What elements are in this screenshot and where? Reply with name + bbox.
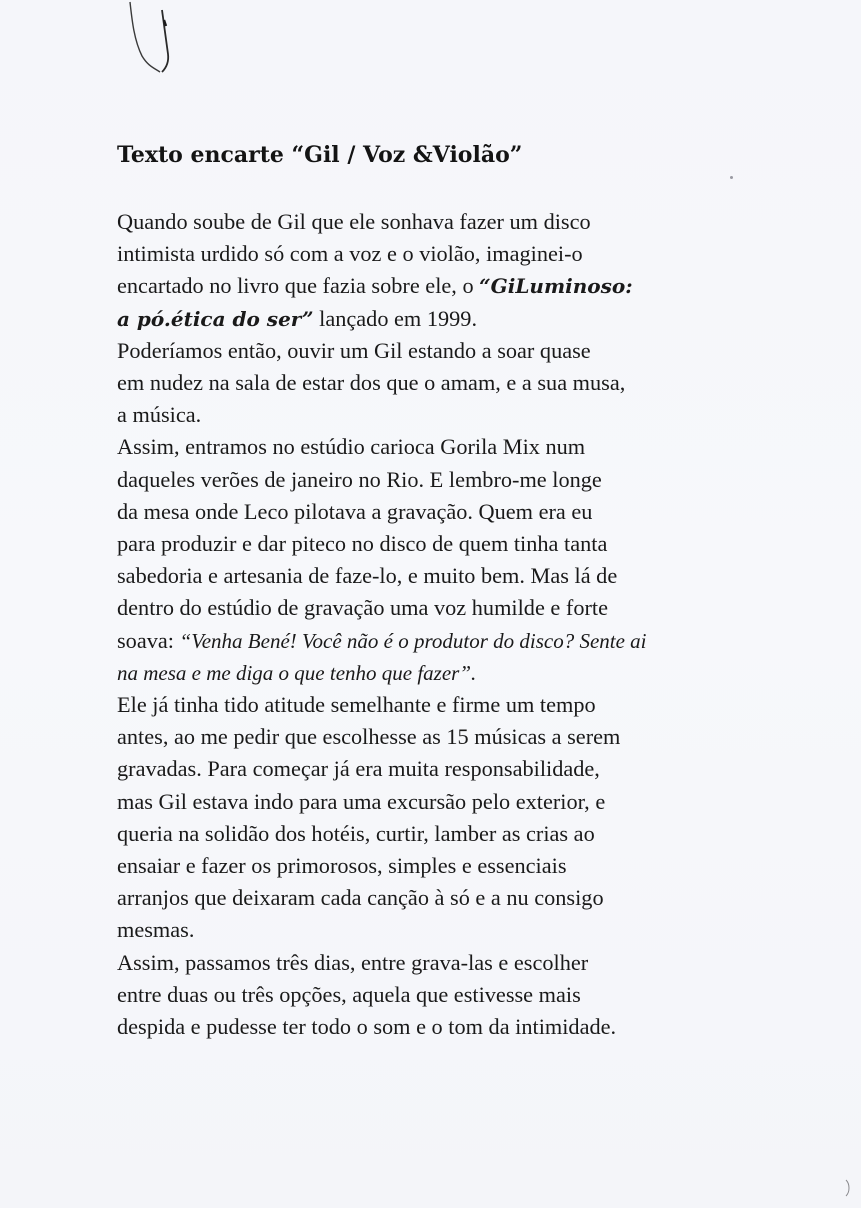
text-line: mas Gil estava indo para uma excursão pelo exterior, e [117,788,606,814]
text-line: da mesa onde Leco pilotava a gravação. Quem era eu [117,498,593,524]
text-line: gravadas. Para começar já era muita responsabilidade, [117,756,600,782]
quote-part-1: “Venha Bené! Você não é o produtor do disco? Sente ai [179,628,647,653]
corner-mark [843,1178,853,1198]
text-line [117,303,767,335]
text-line: Quando soube de Gil que ele sonhava fazer um disco [117,209,591,234]
text-line: sabedoria e artesania de faze-lo, e muito bem. Mas lá de [117,563,618,589]
text-run: soava: [117,627,180,653]
text-run: lançado em 1999. [313,305,478,331]
text-line: mesmas. [117,917,195,943]
text-run: encartado no livro que fazia sobre ele, o [117,273,480,299]
text-line: entre duas ou três opções, aquela que estivesse mais [117,981,581,1007]
text-line: em nudez na sala de estar dos que o amam, e a sua musa, [117,370,626,396]
text-line: antes, ao me pedir que escolhesse as 15 músicas a serem [117,724,621,750]
text-line: queria na solidão dos hotéis, curtir, lamber as crias ao [117,820,595,846]
text-line [117,625,767,657]
text-line: arranjos que deixaram cada canção à só e a nu consigo [117,885,604,911]
text-line: Poderíamos então, ouvir um Gil estando a soar quase [117,337,591,363]
paper-speck [730,176,733,179]
text-line: para produzir e dar piteco no disco de quem tinha tanta [117,531,608,557]
text-line: Assim, passamos três dias, entre grava-las e escolher [117,949,589,975]
text-line: dentro do estúdio de gravação uma voz humilde e forte [117,595,608,621]
text-line: ensaiar e fazer os primorosos, simples e essenciais [117,853,567,879]
book-title-part-2: a pó.ética do ser” [117,306,314,331]
text-line [117,270,767,302]
text-line: despida e pudesse ter todo o som e o tom da intimidade. [117,1014,617,1040]
document-title: Texto encarte “Gil / Voz &Violão” [117,142,523,168]
book-title-part-1: “GiLuminoso: [479,274,633,299]
text-line: a música. [117,402,202,428]
quote-part-2: na mesa e me diga o que tenho que fazer”. [117,660,477,685]
text-line: daqueles verões de janeiro no Rio. E lembro-me longe [117,466,602,492]
document-body [117,206,767,1043]
staple-mark [118,0,188,90]
text-line: Ele já tinha tido atitude semelhante e firme um tempo [117,692,596,718]
text-line: Assim, entramos no estúdio carioca Gorila Mix num [117,434,586,460]
text-line: intimista urdido só com a voz e o violão, imaginei-o [117,241,583,267]
